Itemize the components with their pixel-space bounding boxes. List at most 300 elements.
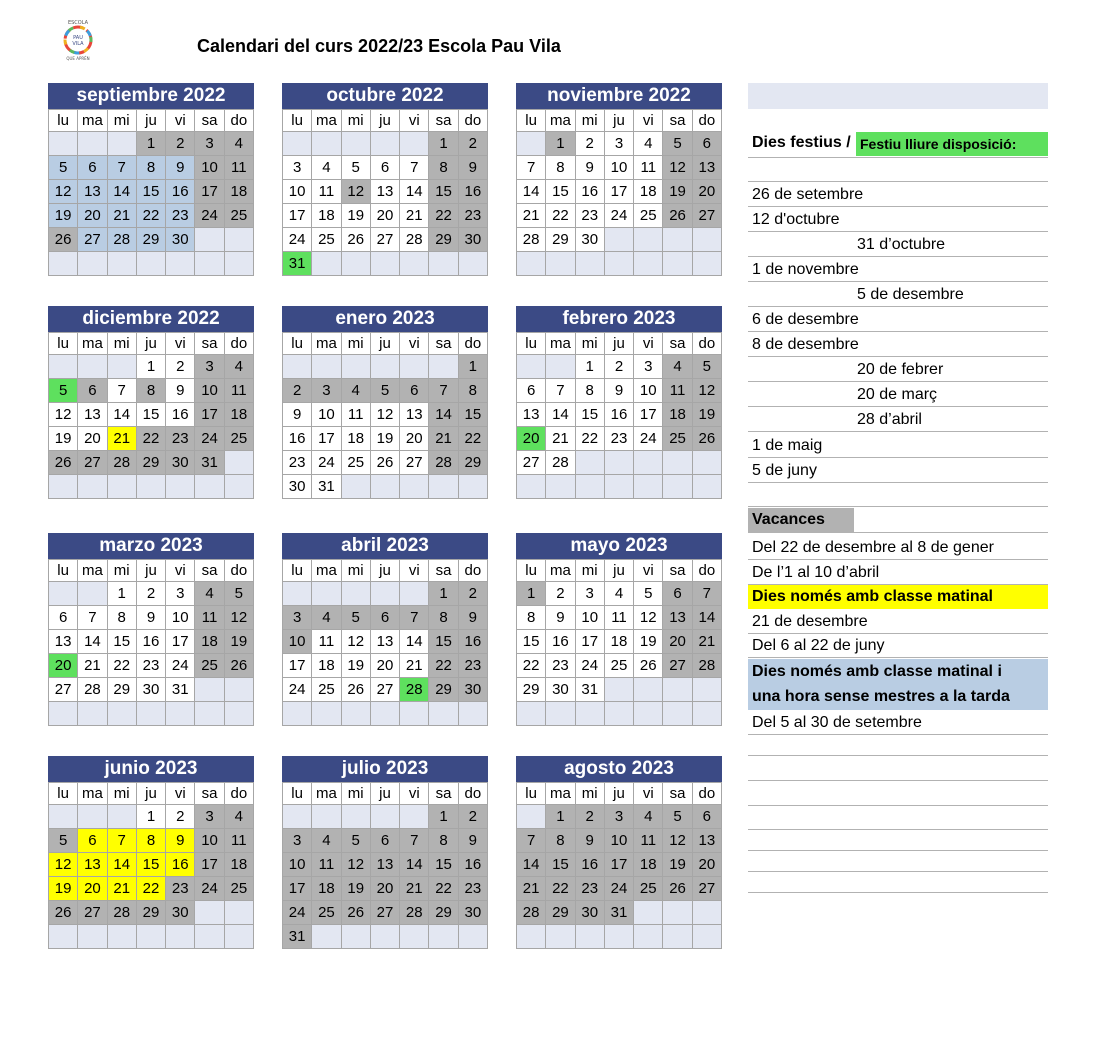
day-cell: 22 [458, 427, 487, 451]
day-cell: 1 [136, 805, 165, 829]
legend-blank-row [748, 805, 1048, 830]
weekday-header: do [458, 110, 487, 132]
day-cell: 3 [604, 805, 633, 829]
day-cell: 18 [341, 427, 370, 451]
day-cell: 10 [312, 403, 341, 427]
day-cell: 11 [341, 403, 370, 427]
empty-cell [136, 252, 165, 276]
weekday-header: sa [429, 110, 458, 132]
month-title: febrero 2023 [516, 306, 722, 332]
weekday-header: vi [400, 560, 429, 582]
day-cell: 17 [634, 403, 663, 427]
weekday-header: do [224, 783, 253, 805]
day-cell: 28 [692, 654, 721, 678]
weekday-header: vi [400, 110, 429, 132]
weekday-header: sa [195, 110, 224, 132]
day-cell: 22 [517, 654, 546, 678]
empty-cell [400, 582, 429, 606]
day-cell: 19 [49, 204, 78, 228]
empty-cell [575, 252, 604, 276]
day-cell: 22 [136, 877, 165, 901]
day-cell: 26 [341, 228, 370, 252]
matinal-item-text: 21 de desembre [752, 613, 868, 630]
day-cell: 31 [604, 901, 633, 925]
day-cell: 31 [195, 451, 224, 475]
day-cell: 6 [78, 156, 107, 180]
day-cell: 10 [575, 606, 604, 630]
day-cell: 7 [107, 379, 136, 403]
day-cell: 12 [49, 853, 78, 877]
month-title: diciembre 2022 [48, 306, 254, 332]
weekday-header: ma [312, 110, 341, 132]
weekday-header: lu [517, 110, 546, 132]
weekday-header: lu [49, 110, 78, 132]
weekday-header: vi [634, 783, 663, 805]
day-cell: 15 [136, 180, 165, 204]
day-cell: 16 [136, 630, 165, 654]
day-cell: 9 [575, 829, 604, 853]
day-cell: 15 [429, 630, 458, 654]
day-cell: 31 [283, 252, 312, 276]
empty-cell [195, 228, 224, 252]
day-cell: 26 [341, 678, 370, 702]
empty-cell [49, 355, 78, 379]
empty-cell [195, 475, 224, 499]
day-cell: 13 [692, 156, 721, 180]
day-cell: 18 [634, 180, 663, 204]
day-cell: 8 [136, 379, 165, 403]
month-calendar [516, 533, 722, 726]
day-cell: 8 [458, 379, 487, 403]
month-title: octubre 2022 [282, 83, 488, 109]
month-calendar [48, 533, 254, 726]
day-cell: 5 [224, 582, 253, 606]
day-cell: 23 [546, 654, 575, 678]
matinal-label: Dies només amb classe matinal [752, 588, 993, 605]
day-cell: 2 [136, 582, 165, 606]
empty-cell [283, 582, 312, 606]
day-cell: 11 [634, 156, 663, 180]
day-cell: 12 [663, 156, 692, 180]
day-cell: 15 [429, 853, 458, 877]
day-cell: 7 [517, 829, 546, 853]
festius-lliure-label: Festiu lliure disposició: [860, 136, 1017, 152]
festiu-item-text: 6 de desembre [752, 311, 859, 328]
day-cell: 18 [312, 877, 341, 901]
empty-cell [458, 702, 487, 726]
day-cell: 8 [136, 829, 165, 853]
weekday-header: mi [575, 110, 604, 132]
day-cell: 2 [458, 805, 487, 829]
day-cell: 25 [312, 678, 341, 702]
day-cell: 20 [370, 877, 399, 901]
day-cell: 15 [136, 853, 165, 877]
empty-cell [634, 678, 663, 702]
day-cell: 1 [546, 132, 575, 156]
empty-cell [663, 252, 692, 276]
weekday-header: sa [663, 333, 692, 355]
day-cell: 1 [517, 582, 546, 606]
day-cell: 29 [517, 678, 546, 702]
empty-cell [400, 925, 429, 949]
day-cell: 19 [663, 853, 692, 877]
day-cell: 15 [546, 180, 575, 204]
day-cell: 30 [283, 475, 312, 499]
legend-blank-row [748, 780, 1048, 806]
day-cell: 16 [166, 853, 195, 877]
empty-cell [224, 451, 253, 475]
day-cell: 28 [429, 451, 458, 475]
weekday-header: mi [341, 783, 370, 805]
empty-cell [458, 925, 487, 949]
empty-cell [312, 132, 341, 156]
empty-cell [517, 132, 546, 156]
weekday-header: vi [166, 333, 195, 355]
day-cell: 3 [283, 156, 312, 180]
day-cell: 20 [663, 630, 692, 654]
day-cell: 9 [546, 606, 575, 630]
month-calendar [282, 306, 488, 499]
day-cell: 21 [107, 877, 136, 901]
festiu-item [748, 231, 1048, 257]
day-cell: 23 [283, 451, 312, 475]
day-cell: 4 [604, 582, 633, 606]
day-cell: 12 [49, 403, 78, 427]
day-cell: 1 [429, 582, 458, 606]
day-cell: 13 [370, 853, 399, 877]
day-cell: 22 [107, 654, 136, 678]
day-cell: 17 [166, 630, 195, 654]
matinal-tarda-header [748, 659, 1048, 710]
weekday-header: ju [604, 333, 633, 355]
month-title: noviembre 2022 [516, 83, 722, 109]
day-cell: 1 [429, 132, 458, 156]
empty-cell [429, 702, 458, 726]
weekday-header: ma [312, 783, 341, 805]
day-cell: 30 [166, 451, 195, 475]
day-cell: 2 [604, 355, 633, 379]
weekday-header: ju [370, 110, 399, 132]
day-cell: 24 [195, 427, 224, 451]
weekday-header: ma [78, 333, 107, 355]
day-cell: 3 [634, 355, 663, 379]
day-cell: 5 [49, 829, 78, 853]
empty-cell [166, 252, 195, 276]
empty-cell [370, 582, 399, 606]
day-cell: 16 [458, 853, 487, 877]
day-cell: 7 [107, 156, 136, 180]
empty-cell [195, 925, 224, 949]
day-cell: 3 [195, 132, 224, 156]
day-cell: 13 [400, 403, 429, 427]
day-cell: 7 [400, 829, 429, 853]
festiu-item-text: 20 de febrer [857, 361, 944, 378]
day-cell: 18 [312, 654, 341, 678]
day-cell: 14 [546, 403, 575, 427]
empty-cell [49, 925, 78, 949]
weekday-header: do [224, 560, 253, 582]
empty-cell [458, 475, 487, 499]
festiu-item [748, 206, 1048, 232]
day-cell: 5 [49, 379, 78, 403]
day-cell: 15 [107, 630, 136, 654]
legend-spacer-row [748, 157, 1048, 182]
day-cell: 27 [692, 204, 721, 228]
matinal-item [748, 609, 1048, 634]
day-cell: 30 [166, 901, 195, 925]
day-cell: 9 [166, 379, 195, 403]
empty-cell [78, 132, 107, 156]
day-cell: 6 [370, 156, 399, 180]
day-cell: 30 [136, 678, 165, 702]
day-cell: 1 [107, 582, 136, 606]
day-cell: 1 [136, 132, 165, 156]
empty-cell [283, 132, 312, 156]
day-cell: 16 [575, 180, 604, 204]
empty-cell [283, 805, 312, 829]
empty-cell [692, 252, 721, 276]
day-cell: 10 [283, 853, 312, 877]
day-cell: 2 [575, 805, 604, 829]
day-cell: 31 [166, 678, 195, 702]
day-cell: 17 [195, 180, 224, 204]
day-cell: 27 [370, 228, 399, 252]
day-cell: 11 [312, 180, 341, 204]
day-cell: 4 [224, 132, 253, 156]
empty-cell [224, 678, 253, 702]
day-cell: 10 [195, 156, 224, 180]
empty-cell [546, 925, 575, 949]
day-cell: 25 [634, 877, 663, 901]
day-cell: 5 [341, 606, 370, 630]
day-cell: 13 [370, 630, 399, 654]
day-cell: 6 [78, 829, 107, 853]
month-calendar [48, 756, 254, 949]
day-cell: 7 [546, 379, 575, 403]
empty-cell [195, 702, 224, 726]
day-cell: 12 [634, 606, 663, 630]
day-cell: 29 [136, 451, 165, 475]
empty-cell [692, 901, 721, 925]
day-cell: 7 [517, 156, 546, 180]
day-cell: 11 [312, 630, 341, 654]
festiu-item-text: 5 de juny [752, 462, 817, 479]
empty-cell [517, 702, 546, 726]
legend-spacer-row [748, 482, 1048, 507]
weekday-header: ma [78, 783, 107, 805]
day-cell: 16 [546, 630, 575, 654]
empty-cell [78, 925, 107, 949]
day-cell: 24 [283, 678, 312, 702]
month-title: septiembre 2022 [48, 83, 254, 109]
day-cell: 25 [312, 901, 341, 925]
day-cell: 8 [107, 606, 136, 630]
day-cell: 14 [400, 853, 429, 877]
day-cell: 26 [370, 451, 399, 475]
legend-blank-row [748, 734, 1048, 756]
day-cell: 6 [663, 582, 692, 606]
day-cell: 27 [78, 451, 107, 475]
day-cell: 26 [49, 451, 78, 475]
day-cell: 18 [195, 630, 224, 654]
day-cell: 14 [107, 403, 136, 427]
day-cell: 3 [195, 355, 224, 379]
empty-cell [692, 475, 721, 499]
day-cell: 4 [341, 379, 370, 403]
day-cell: 26 [49, 901, 78, 925]
weekday-header: ju [136, 783, 165, 805]
festiu-item [748, 306, 1048, 332]
day-cell: 28 [546, 451, 575, 475]
day-cell: 9 [166, 156, 195, 180]
day-cell: 25 [312, 228, 341, 252]
festiu-item-text: 31 d’octubre [857, 236, 946, 253]
day-cell: 14 [107, 180, 136, 204]
day-cell: 24 [604, 877, 633, 901]
empty-cell [370, 475, 399, 499]
day-cell: 12 [663, 829, 692, 853]
empty-cell [634, 475, 663, 499]
empty-cell [663, 901, 692, 925]
empty-cell [166, 475, 195, 499]
day-cell: 12 [341, 180, 370, 204]
empty-cell [429, 925, 458, 949]
weekday-header: mi [341, 333, 370, 355]
day-cell: 23 [458, 877, 487, 901]
empty-cell [78, 582, 107, 606]
weekday-header: lu [49, 333, 78, 355]
day-cell: 5 [49, 156, 78, 180]
day-cell: 20 [78, 427, 107, 451]
weekday-header: vi [166, 560, 195, 582]
empty-cell [78, 355, 107, 379]
day-cell: 24 [604, 204, 633, 228]
day-cell: 17 [604, 853, 633, 877]
weekday-header: sa [429, 333, 458, 355]
day-cell: 25 [341, 451, 370, 475]
empty-cell [604, 678, 633, 702]
empty-cell [663, 228, 692, 252]
day-cell: 3 [575, 582, 604, 606]
day-cell: 14 [692, 606, 721, 630]
weekday-header: lu [49, 783, 78, 805]
day-cell: 11 [224, 829, 253, 853]
empty-cell [517, 355, 546, 379]
day-cell: 19 [49, 877, 78, 901]
day-cell: 20 [692, 180, 721, 204]
weekday-header: lu [283, 110, 312, 132]
empty-cell [370, 252, 399, 276]
weekday-header: vi [634, 333, 663, 355]
empty-cell [49, 702, 78, 726]
day-cell: 18 [663, 403, 692, 427]
day-cell: 6 [400, 379, 429, 403]
day-cell: 14 [400, 180, 429, 204]
day-cell: 28 [400, 901, 429, 925]
empty-cell [400, 252, 429, 276]
weekday-header: do [692, 333, 721, 355]
day-cell: 29 [429, 901, 458, 925]
day-cell: 11 [663, 379, 692, 403]
day-cell: 24 [195, 877, 224, 901]
day-cell: 2 [166, 355, 195, 379]
day-cell: 25 [224, 204, 253, 228]
day-cell: 14 [517, 853, 546, 877]
empty-cell [604, 228, 633, 252]
festiu-item [748, 381, 1048, 407]
day-cell: 27 [663, 654, 692, 678]
weekday-header: sa [429, 783, 458, 805]
day-cell: 20 [49, 654, 78, 678]
day-cell: 22 [429, 654, 458, 678]
weekday-header: lu [49, 560, 78, 582]
weekday-header: lu [517, 333, 546, 355]
day-cell: 9 [136, 606, 165, 630]
day-cell: 3 [195, 805, 224, 829]
day-cell: 29 [136, 901, 165, 925]
day-cell: 20 [692, 853, 721, 877]
festiu-item [748, 181, 1048, 207]
festiu-item [748, 457, 1048, 483]
day-cell: 22 [136, 204, 165, 228]
day-cell: 12 [224, 606, 253, 630]
day-cell: 2 [546, 582, 575, 606]
month-title: marzo 2023 [48, 533, 254, 559]
day-cell: 10 [195, 379, 224, 403]
empty-cell [517, 805, 546, 829]
matinal-item [748, 633, 1048, 658]
weekday-header: vi [400, 333, 429, 355]
festiu-item-text: 26 de setembre [752, 186, 864, 203]
weekday-header: ma [546, 110, 575, 132]
weekday-header: ju [604, 560, 633, 582]
weekday-header: vi [166, 783, 195, 805]
day-cell: 28 [517, 901, 546, 925]
empty-cell [663, 451, 692, 475]
day-cell: 9 [604, 379, 633, 403]
day-cell: 17 [604, 180, 633, 204]
empty-cell [107, 702, 136, 726]
day-cell: 6 [370, 606, 399, 630]
legend-blank-row [748, 850, 1048, 872]
empty-cell [634, 901, 663, 925]
weekday-header: ju [136, 110, 165, 132]
empty-cell [692, 678, 721, 702]
day-cell: 5 [341, 829, 370, 853]
weekday-header: ju [370, 783, 399, 805]
empty-cell [517, 925, 546, 949]
day-cell: 7 [692, 582, 721, 606]
empty-cell [370, 132, 399, 156]
day-cell: 17 [312, 427, 341, 451]
day-cell: 25 [604, 654, 633, 678]
empty-cell [604, 451, 633, 475]
day-cell: 22 [546, 877, 575, 901]
day-cell: 30 [166, 228, 195, 252]
weekday-header: sa [195, 333, 224, 355]
day-cell: 18 [224, 180, 253, 204]
day-cell: 8 [517, 606, 546, 630]
weekday-header: ma [312, 560, 341, 582]
weekday-header: ma [546, 333, 575, 355]
empty-cell [341, 925, 370, 949]
day-cell: 21 [78, 654, 107, 678]
day-cell: 13 [370, 180, 399, 204]
empty-cell [195, 901, 224, 925]
empty-cell [692, 925, 721, 949]
month-title: julio 2023 [282, 756, 488, 782]
day-cell: 10 [166, 606, 195, 630]
